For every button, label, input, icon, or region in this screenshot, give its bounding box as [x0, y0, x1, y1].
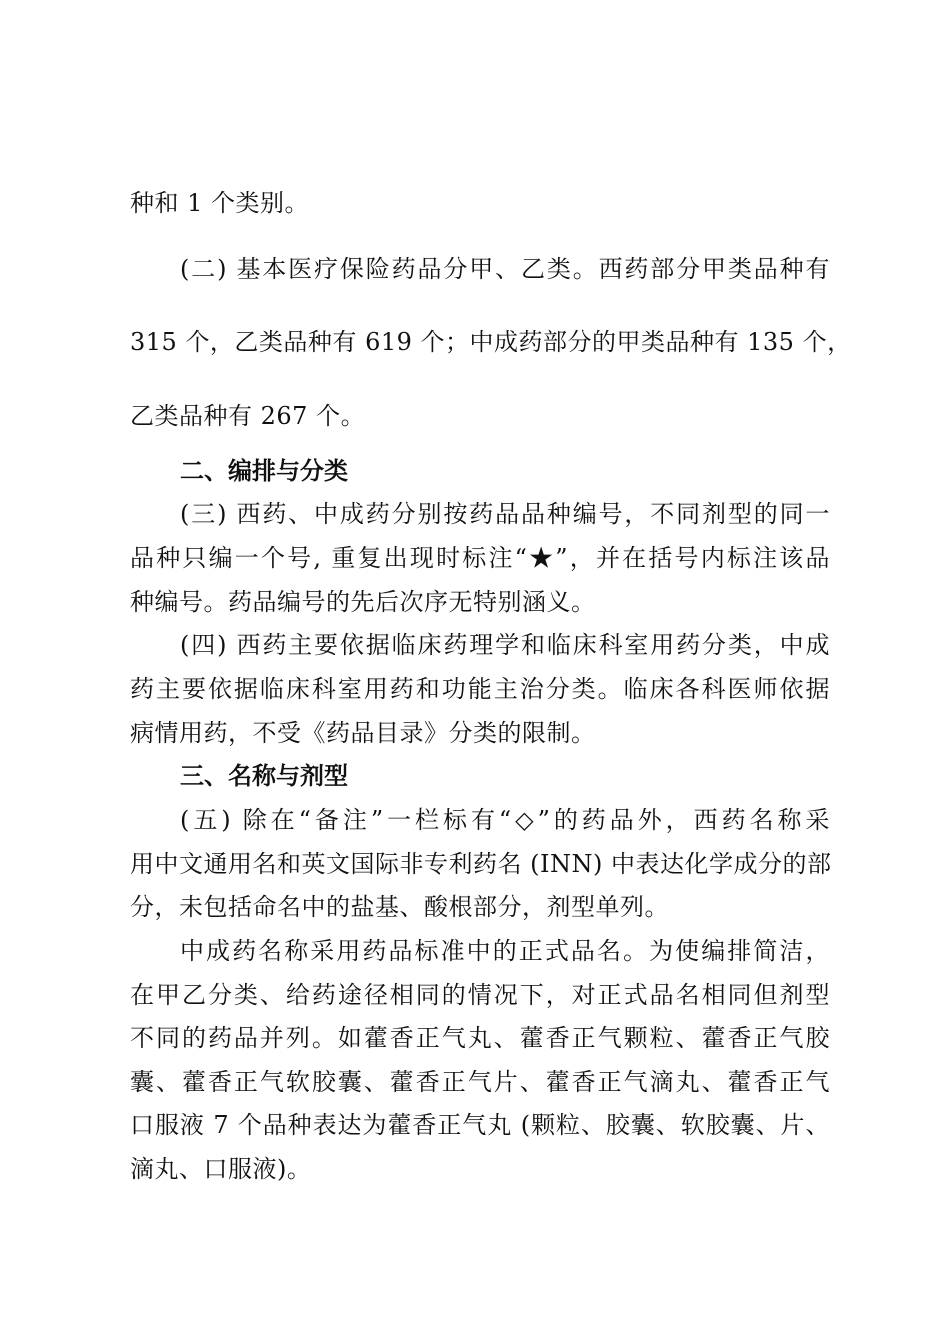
paragraph-line: 种编号。药品编号的先后次序无特别涵义。: [130, 588, 596, 616]
paragraph-line: 乙类品种有 267 个。: [130, 402, 366, 430]
paragraph-line: 品种只编一个号, 重复出现时标注“★”，并在括号内标注该品: [130, 544, 830, 572]
paragraph-line: 病情用药，不受《药品目录》分类的限制。: [130, 719, 596, 747]
paragraph-line: 囊、藿香正气软胶囊、藿香正气片、藿香正气滴丸、藿香正气: [130, 1068, 830, 1096]
paragraph-line: 种和 1 个类别。: [130, 189, 310, 217]
paragraph-line: (三) 西药、中成药分别按药品品种编号，不同剂型的同一: [180, 500, 830, 528]
paragraph-line: 分，未包括命名中的盐基、酸根部分，剂型单列。: [130, 893, 669, 921]
paragraph-line: 口服液 7 个品种表达为藿香正气丸 (颗粒、胶囊、软胶囊、片、: [130, 1111, 830, 1139]
section-heading: 三、名称与剂型: [180, 762, 348, 790]
paragraph-line: 滴丸、口服液)。: [130, 1155, 312, 1183]
paragraph-line: 不同的药品并列。如藿香正气丸、藿香正气颗粒、藿香正气胶: [130, 1024, 830, 1052]
paragraph-line: (四) 西药主要依据临床药理学和临床科室用药分类，中成: [180, 631, 830, 659]
paragraph-line: 药主要依据临床科室用药和功能主治分类。临床各科医师依据: [130, 675, 830, 703]
paragraph-line: 中成药名称采用药品标准中的正式品名。为使编排简洁，: [180, 937, 830, 965]
paragraph-line: 在甲乙分类、给药途径相同的情况下，对正式品名相同但剂型: [130, 981, 830, 1009]
paragraph-line: (五) 除在“备注”一栏标有“◇”的药品外，西药名称采: [180, 806, 830, 834]
paragraph-line: 315 个，乙类品种有 619 个；中成药部分的甲类品种有 135 个，: [130, 328, 852, 356]
paragraph-line: (二) 基本医疗保险药品分甲、乙类。西药部分甲类品种有: [180, 255, 830, 283]
paragraph-line: 用中文通用名和英文国际非专利药名 (INN) 中表达化学成分的部: [130, 850, 832, 878]
section-heading: 二、编排与分类: [180, 457, 348, 485]
